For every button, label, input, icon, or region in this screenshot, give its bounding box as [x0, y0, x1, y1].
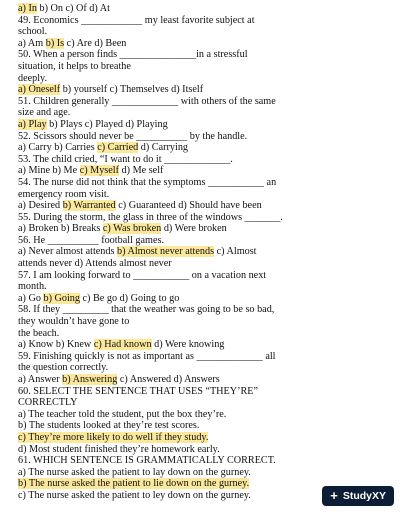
text-line	[18, 420, 304, 432]
text-segment: a) Carry b) Carries	[18, 142, 98, 154]
highlighted-answer: c) Was broken	[102, 223, 162, 235]
highlighted-answer: b) Going	[43, 292, 80, 304]
text-line	[18, 189, 304, 201]
text-segment: deeply.	[18, 72, 48, 84]
text-line	[18, 270, 304, 282]
highlighted-answer: c) Had known	[93, 339, 152, 351]
text-line	[18, 351, 304, 363]
text-segment: the beach.	[18, 327, 60, 339]
text-line	[18, 467, 304, 479]
highlighted-answer: c) They’re more likely to do well if they study.	[18, 431, 209, 443]
text-segment: 59. Finishing quickly is not as important as _____________ all	[18, 350, 276, 362]
text-segment: c) The nurse asked the patient to ley down on the gurney.	[18, 489, 251, 501]
brand-label: StudyXY	[342, 490, 386, 502]
text-line	[18, 38, 304, 50]
text-line	[18, 119, 304, 131]
text-line	[18, 212, 304, 224]
highlighted-answer: c) Carried	[97, 142, 139, 154]
text-segment: a) Know b) Knew	[18, 339, 94, 351]
text-line	[18, 235, 304, 247]
text-segment: c) Guaranteed d) Should have been	[115, 200, 262, 212]
text-line	[18, 455, 304, 467]
highlighted-answer: a) Play	[18, 118, 47, 130]
highlighted-answer: c) Myself	[79, 165, 120, 177]
text-segment: d) Most student finished they’re homework early.	[18, 443, 220, 455]
text-segment: a) Am	[18, 37, 46, 49]
text-segment: a) The nurse asked the patient to lay down on the gurney.	[18, 466, 251, 478]
text-line	[18, 15, 304, 27]
text-segment: size and age.	[18, 107, 71, 119]
text-line	[18, 223, 304, 235]
text-line	[18, 490, 304, 502]
text-segment: d) Carrying	[138, 142, 189, 154]
text-segment: month.	[18, 281, 47, 293]
text-segment: 53. The child cried, “I want to do it _____________.	[18, 153, 233, 165]
text-line	[18, 444, 304, 456]
text-segment: a) The teacher told the student, put the box they’re.	[18, 408, 227, 420]
text-segment: d) Me self	[119, 165, 164, 177]
text-line	[18, 374, 304, 386]
text-segment: c) Almost	[214, 246, 257, 258]
text-line	[18, 177, 304, 189]
text-segment: 55. During the storm, the glass in three of the windows _______.	[18, 211, 283, 223]
text-segment: c) Answered d) Answers	[117, 374, 220, 385]
highlighted-answer: a) In	[18, 3, 37, 14]
text-line	[18, 142, 304, 154]
text-line	[18, 397, 304, 409]
text-line	[18, 131, 304, 143]
text-line	[18, 96, 304, 108]
text-segment: 56. He __________ football games.	[18, 234, 164, 246]
text-segment: a) Desired	[18, 200, 63, 212]
text-segment: 51. Children generally _____________ with others of the same	[18, 95, 276, 107]
text-line	[18, 246, 304, 258]
text-line	[18, 61, 304, 73]
text-line	[18, 478, 304, 490]
text-segment: d) Were broken	[161, 223, 227, 235]
highlighted-answer: b) Almost never attends	[117, 246, 215, 258]
text-segment: 60. SELECT THE SENTENCE THAT USES “THEY’RE”	[18, 385, 259, 397]
text-line	[18, 73, 304, 85]
text-line	[18, 432, 304, 444]
text-segment: 54. The nurse did not think that the symptoms ___________ an	[18, 176, 277, 188]
text-line	[18, 316, 304, 328]
highlighted-answer: b) Answering	[62, 374, 118, 385]
text-line	[18, 409, 304, 421]
text-segment: 58. If they _________ that the weather was going to be so bad,	[18, 304, 275, 316]
text-segment: c) Are d) Been	[64, 37, 127, 49]
highlighted-answer: b) Warranted	[62, 200, 116, 212]
text-segment: the question correctly.	[18, 362, 109, 374]
text-line	[18, 258, 304, 270]
text-segment: b) yourself c) Themselves d) Itself	[60, 84, 204, 96]
text-segment: 50. When a person finds _______________in a stressful	[18, 49, 248, 61]
text-segment: d) Were knowing	[151, 339, 225, 351]
text-line	[18, 200, 304, 212]
text-segment: a) Go	[18, 292, 44, 304]
text-segment: school.	[18, 26, 48, 38]
text-line	[18, 26, 304, 38]
highlighted-answer: b) Is	[45, 37, 65, 49]
document-body	[18, 3, 304, 502]
text-segment: a) Broken b) Breaks	[18, 223, 103, 235]
text-segment: b) On c) Of d) At	[36, 3, 110, 14]
text-segment: 52. Scissors should never be __________ by the handle.	[18, 130, 248, 142]
text-segment: emergency room visit.	[18, 188, 110, 200]
text-line	[18, 304, 304, 316]
text-segment: a) Mine b) Me	[18, 165, 80, 177]
text-line	[18, 49, 304, 61]
text-segment: attends never d) Attends almost never	[18, 258, 172, 270]
text-segment: 61. WHICH SENTENCE IS GRAMMATICALLY CORRECT.	[18, 455, 276, 467]
text-segment: b) The students looked at they’re test scores.	[18, 420, 200, 432]
text-line	[18, 362, 304, 374]
highlighted-answer: a) Oneself	[18, 84, 61, 96]
text-line	[18, 165, 304, 177]
text-line	[18, 386, 304, 398]
text-line	[18, 154, 304, 166]
text-segment: situation, it helps to breathe	[18, 60, 131, 72]
text-segment: they wouldn’t have gone to	[18, 316, 130, 328]
text-line	[18, 339, 304, 351]
text-segment: a) Answer	[18, 374, 63, 385]
highlighted-answer: b) The nurse asked the patient to lie down on the gurney.	[18, 478, 250, 490]
text-line	[18, 107, 304, 119]
text-line	[18, 293, 304, 305]
text-segment: 49. Economics ____________ my least favorite subject at	[18, 14, 255, 26]
text-line	[18, 281, 304, 293]
text-line	[18, 328, 304, 340]
text-segment: c) Be go d) Going to go	[79, 292, 180, 304]
text-segment: a) Never almost attends	[18, 246, 118, 258]
text-segment: CORRECTLY	[18, 397, 78, 409]
text-segment: 57. I am looking forward to ___________ on a vacation next	[18, 269, 267, 281]
studyx-badge[interactable]	[322, 486, 394, 506]
text-line	[18, 84, 304, 96]
text-segment: b) Plays c) Played d) Playing	[46, 118, 168, 130]
text-line	[18, 3, 304, 15]
plus-icon: +	[330, 488, 338, 503]
